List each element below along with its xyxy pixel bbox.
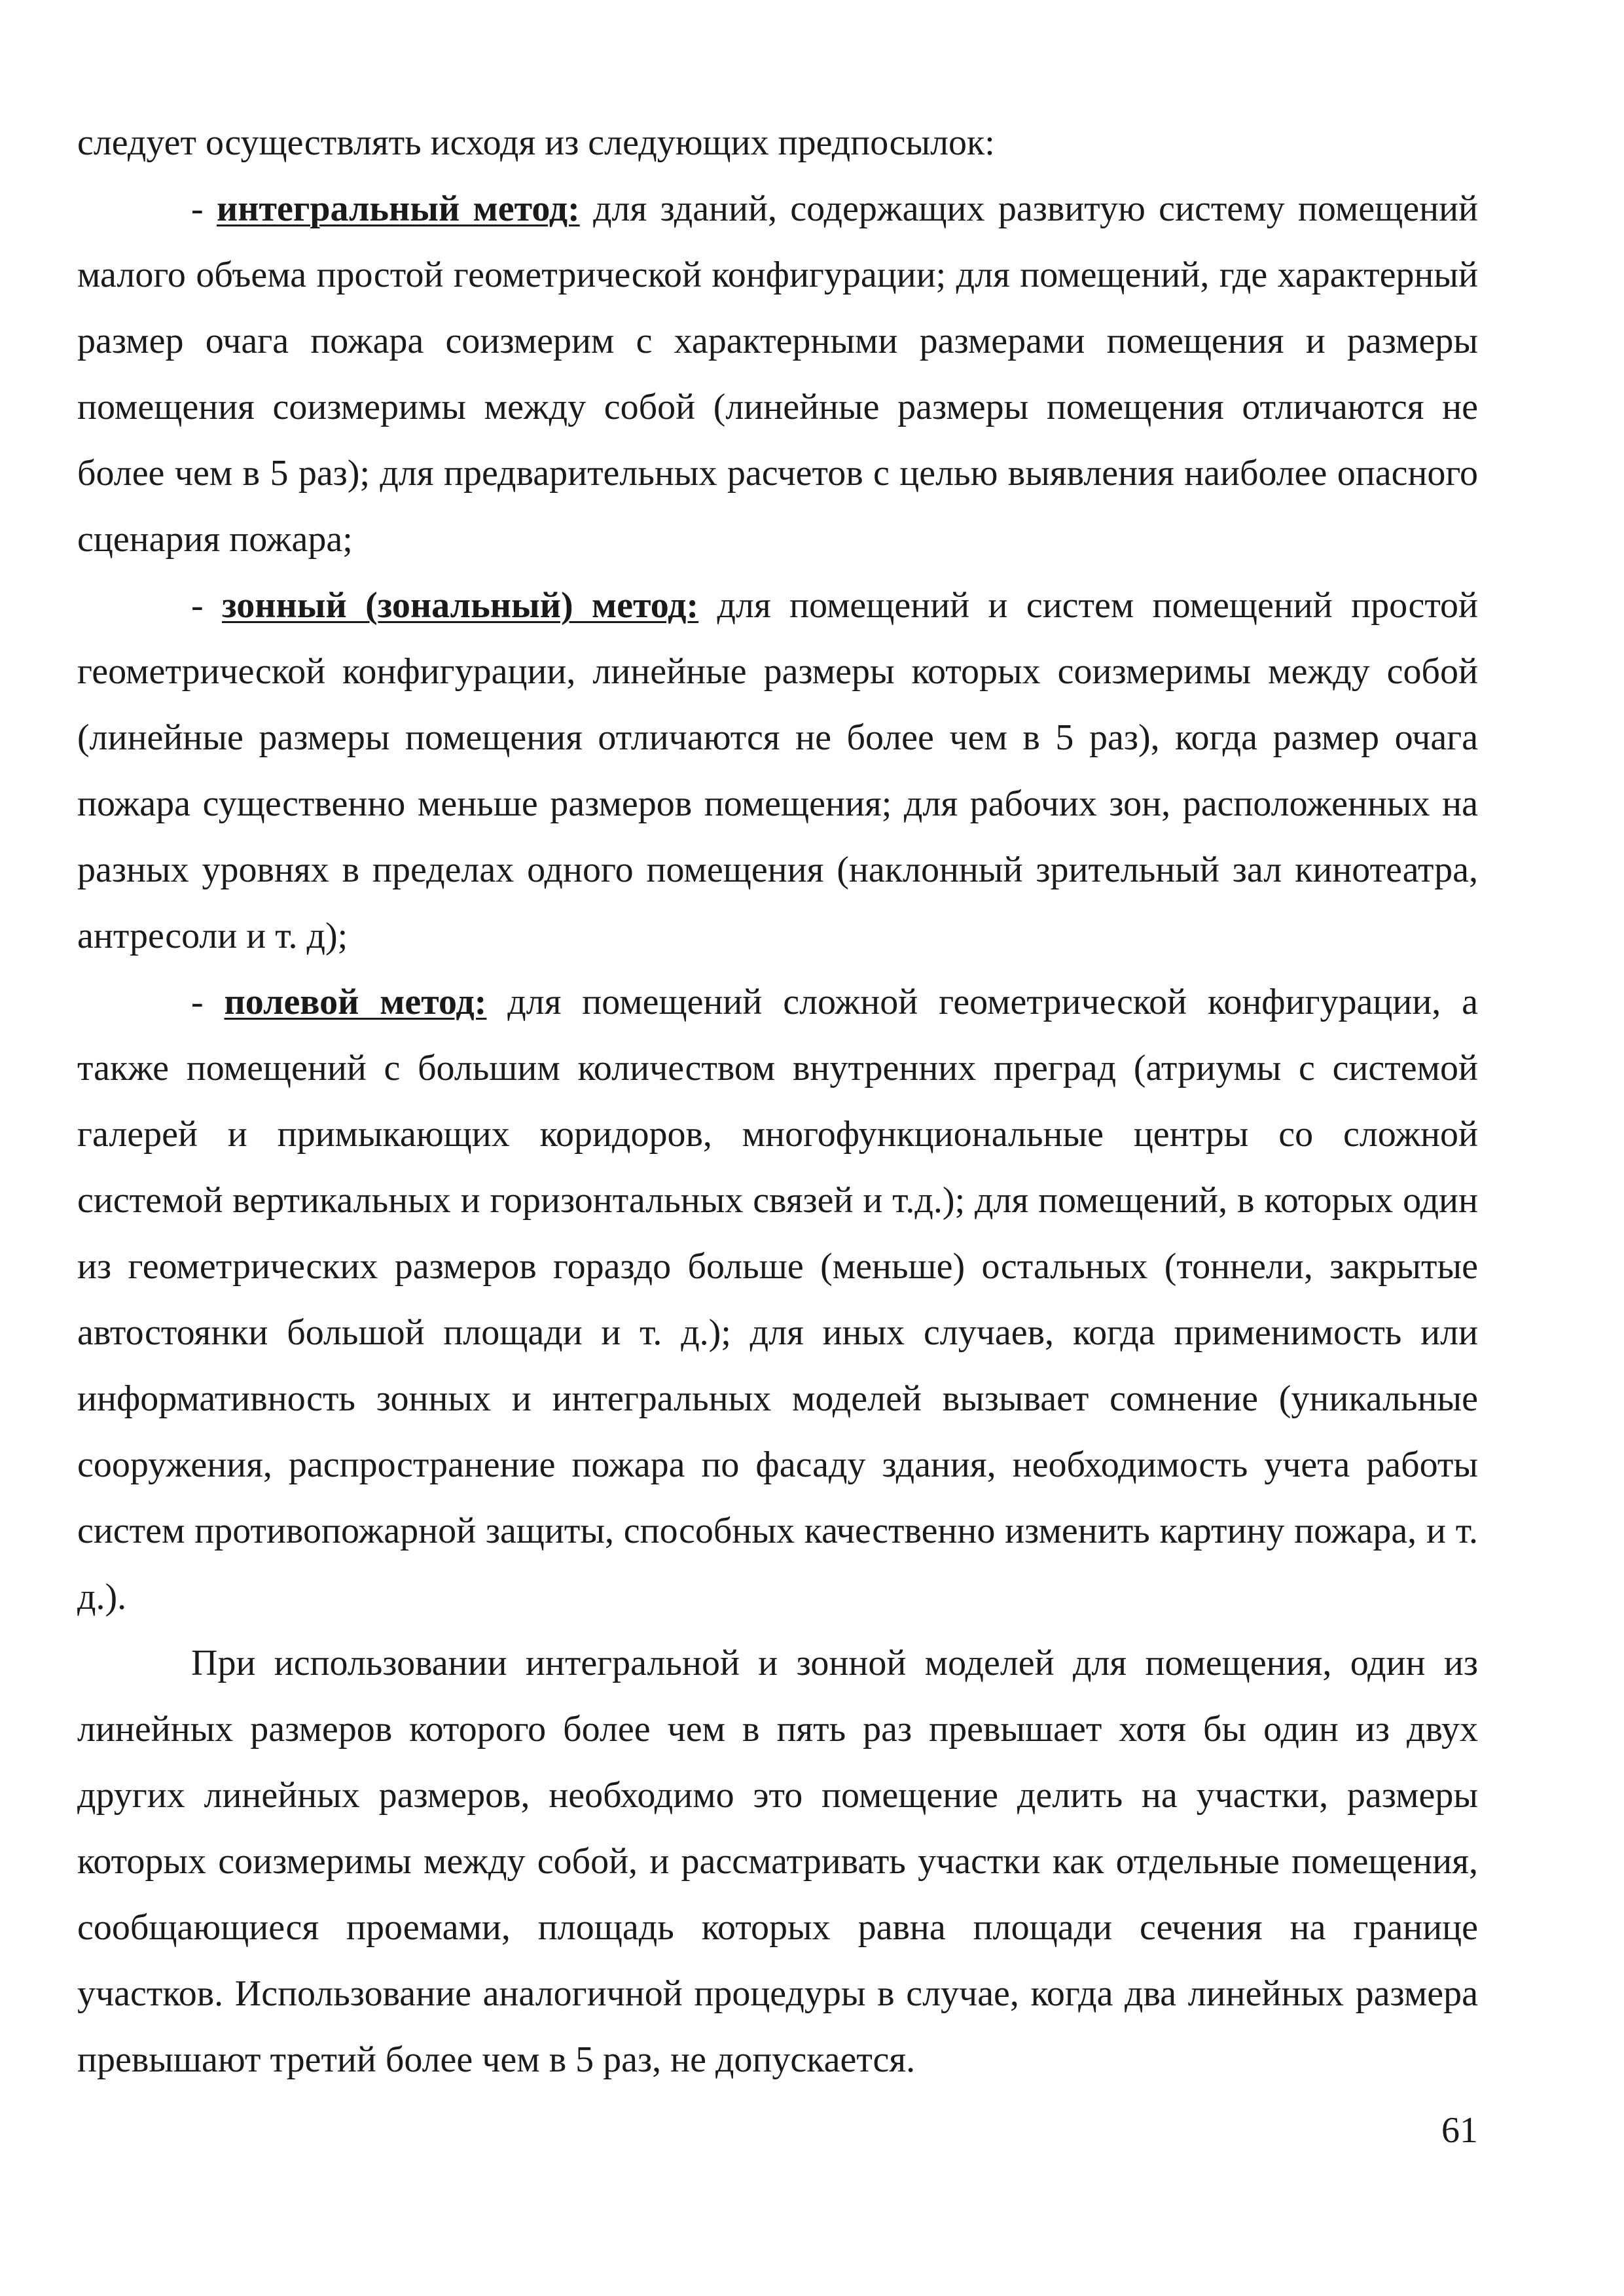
- intro-line: следует осуществлять исходя из следующих предпосылок:: [77, 122, 995, 163]
- list-item-field: [77, 969, 1478, 1630]
- closing-paragraph: При использовании интегральной и зонной моделей для помещения, один из линейных размеров которого более чем в пять раз превышает хотя бы один из двух других линейных размеров, необходимо это помещение делить на участки, размеры которых соизмеримы между собой, и рассматривать участки как отдельные помещения, сообщающиеся проемами, площадь которых равна площади сечения на границе участков. Использование аналогичной процедуры в случае, когда два линейных размера превышают третий более чем в 5 раз, не допускается.: [77, 1643, 1478, 2080]
- list-item-zonal: [77, 573, 1478, 969]
- body-text: [77, 110, 1478, 2093]
- list-dash: -: [191, 188, 204, 229]
- list-item-integral: [77, 176, 1478, 573]
- method-label-zonal: зонный (зональный) метод:: [222, 585, 699, 626]
- list-item-text: для помещений и систем помещений простой геометрической конфигурации, линейные размеры которых соизмеримы между собой (линейные размеры помещения отличаются не более чем в 5 раз), когда размер очага пожара существенно меньше размеров помещения; для рабочих зон, расположенных на разных уровнях в пределах одного помещения (наклонный зрительный зал кинотеатра, антресоли и т. д);: [77, 585, 1479, 956]
- method-label-integral: интегральный метод:: [217, 188, 580, 229]
- page-number: 61: [1441, 2110, 1478, 2151]
- list-dash: -: [191, 982, 204, 1022]
- method-label-field: полевой метод:: [224, 982, 487, 1022]
- list-dash: -: [191, 585, 204, 626]
- list-item-text: для зданий, содержащих развитую систему помещений малого объема простой геометрической конфигурации; для помещений, где характерный размер очага пожара соизмерим с характерными размерами помещения и размеры помещения соизмеримы между собой (линейные размеры помещения отличаются не более чем в 5 раз); для предварительных расчетов с целью выявления наиболее опасного сценария пожара;: [77, 188, 1479, 560]
- list-item-text: для помещений сложной геометрической конфигурации, а также помещений с большим количеством внутренних преград (атриумы с системой галерей и примыкающих коридоров, многофункциональные центры со сложной системой вертикальных и горизонтальных связей и т.д.); для помещений, в которых один из геометрических размеров гораздо больше (меньше) остальных (тоннели, закрытые автостоянки большой площади и т. д.); для иных случаев, когда применимость или информативность зонных и интегральных моделей вызывает сомнение (уникальные сооружения, распространение пожара по фасаду здания, необходимость учета работы систем противопожарной защиты, способных качественно изменить картину пожара, и т. д.).: [77, 982, 1478, 1617]
